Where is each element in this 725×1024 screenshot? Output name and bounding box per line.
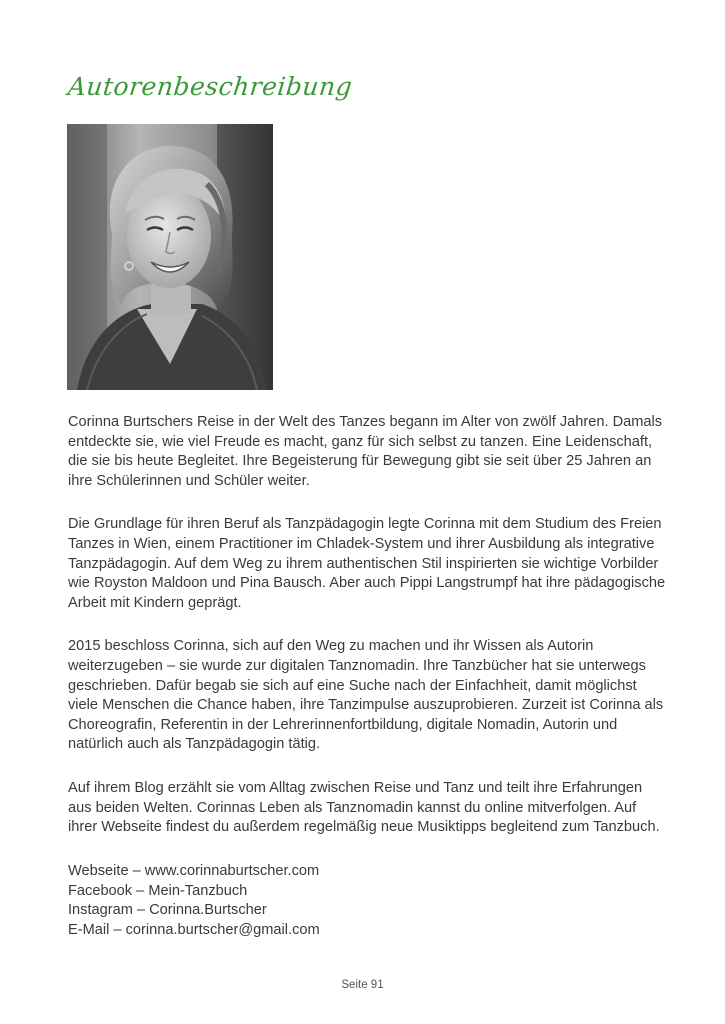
page-title: Autorenbeschreibung bbox=[66, 72, 354, 101]
author-portrait bbox=[67, 124, 273, 390]
bio-paragraph: Auf ihrem Blog erzählt sie vom Alltag zwischen Reise und Tanz und teilt ihre Erfahrungen aus beiden Welten. Corinnas Leben als Tanznomadin kannst du online mitverfolgen. Auf ihrer Webseite findest du außerdem regelmäßig neue Musiktipps begleitend zum Tanzbuch. bbox=[68, 779, 660, 836]
bio-paragraph: Die Grundlage für ihren Beruf als Tanzpädagogin legte Corinna mit dem Studium des Freien Tanzes in Wien, einem Practitioner im Chladek-System und ihrer Ausbildung als integrative Tanzpädagogin. Auf dem Weg zu ihrem authentischen Stil inspirierten sie wichtige Vorbilder wie Royston Maldoon und Pina Bausch. Aber auch Pippi Langstrumpf hat ihre pädagogische Arbeit mit Kindern geprägt. bbox=[68, 516, 666, 611]
portrait-photo-icon bbox=[67, 124, 273, 390]
page-number: Seite 91 bbox=[341, 979, 384, 991]
bio-paragraph: 2015 beschloss Corinna, sich auf den Weg zu machen und ihr Wissen als Autorin weiterzugeben – sie wurde zur digitalen Tanznomadin. Ihre Tanzbücher hat sie unterwegs geschrieben. Dafür begab sie sich auf eine Suche nach der Einfachheit, damit möglichst viele Menschen die Chance haben, ihre Tanzimpulse auszuprobieren. Zurzeit ist Corinna als Choreografin, Referentin in der Lehrerinnenfortbildung, digitale Nomadin, Autorin und natürlich auch als Tanzpädagogin tätig. bbox=[68, 638, 664, 753]
contact-website[interactable]: Webseite – www.corinnaburtscher.com bbox=[68, 863, 320, 879]
bio-paragraph: Corinna Burtschers Reise in der Welt des Tanzes begann im Alter von zwölf Jahren. Damals entdeckte sie, wie viel Freude es macht, ganz für sich selbst zu tanzen. Eine Leidenschaft, die sie bis heute Begleitet. Ihre Begeisterung für Bewegung gibt sie seit über 25 Jahren an ihre Schülerinnen und Schüler weiter. bbox=[68, 414, 663, 489]
contact-facebook[interactable]: Facebook – Mein-Tanzbuch bbox=[68, 882, 248, 899]
contact-list bbox=[68, 862, 668, 940]
contact-email[interactable]: E-Mail – corinna.burtscher@gmail.com bbox=[68, 921, 320, 938]
contact-instagram[interactable]: Instagram – Corinna.Burtscher bbox=[68, 902, 267, 919]
author-biography bbox=[68, 413, 668, 862]
